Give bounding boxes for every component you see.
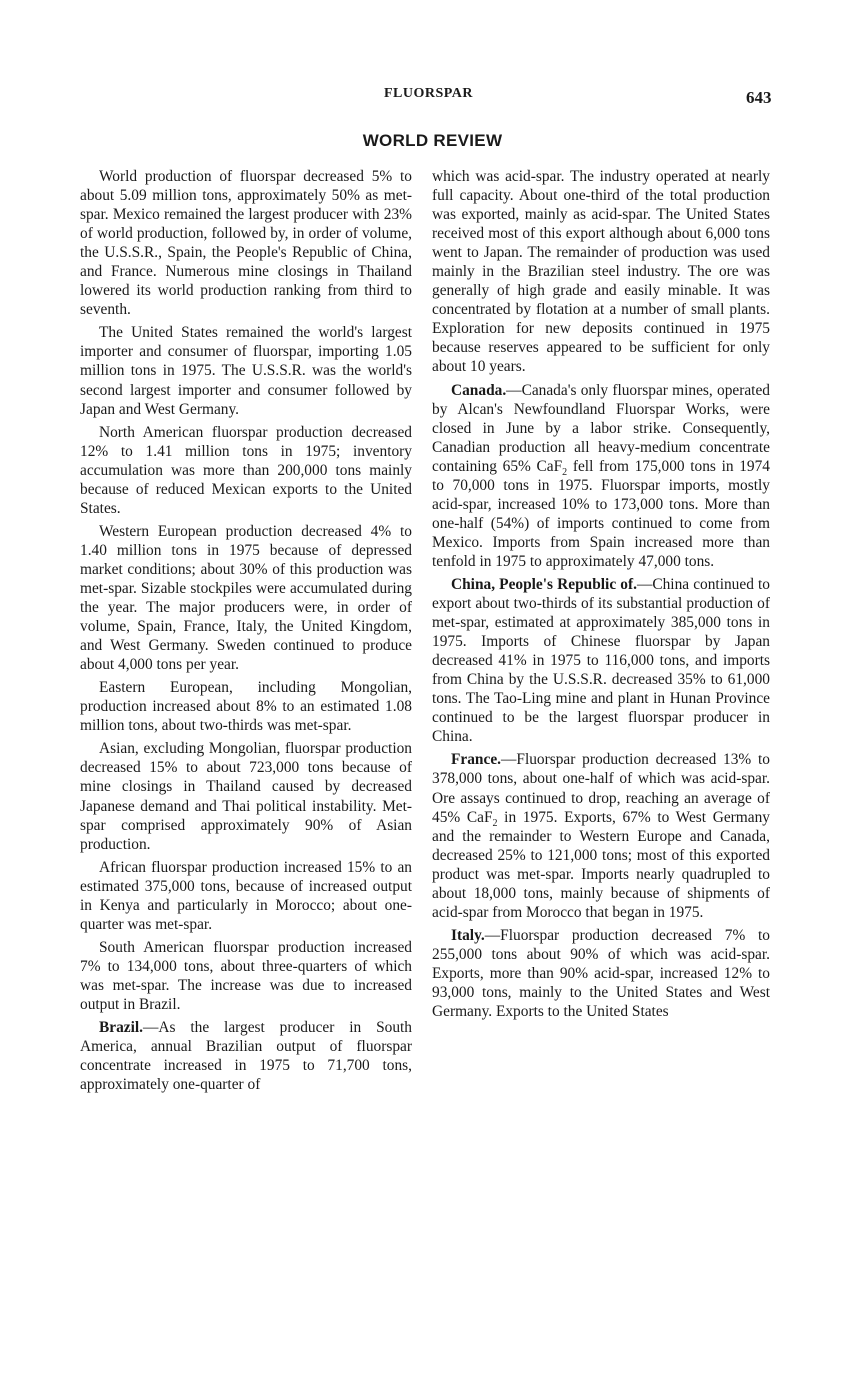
- paragraph-brazil: [80, 1018, 412, 1094]
- paragraph-eastern-europe: Eastern European, including Mongolian, production increased about 8% to an estimated 1.08 million tons, about two-thirds was met-spar.: [80, 679, 412, 735]
- page-number: 643: [746, 88, 772, 107]
- france-subscript: 2: [492, 817, 498, 829]
- france-heading: France.: [451, 751, 501, 769]
- italy-text: —Fluorspar production decreased 7% to 255,000 tons about 90% of which was acid-spar. Exports, more than 90% acid-spar, increased 12% to 93,000 tons, mainly to the United States and West Germany. Exports to the United States: [432, 926, 770, 1021]
- section-title: WORLD REVIEW: [362, 131, 503, 150]
- canada-text-a: —Canada's only fluorspar mines, operated by Alcan's Newfoundland Fluorspar Works, were closed in June by a labor strike. Consequently, Canadian production all heavy-medium concentrate containing 65% CaF: [432, 381, 770, 475]
- china-heading: China, People's Republic of.: [451, 575, 637, 593]
- left-column: [80, 167, 412, 1098]
- paragraph-north-america: North American fluorspar production decreased 12% to 1.41 million tons in 1975; inventory accumulation was more than 200,000 tons mainly because of reduced Mexican exports to the United States.: [80, 423, 412, 517]
- china-text: —China continued to export about two-thirds of its substantial production of met-spar, estimated at approximately 385,000 tons in 1975. Imports of Chinese fluorspar by Japan decreased 41% in 1975 to 116,000 tons, and imports from China by the U.S.S.R. decreased 35% to 61,000 tons. The Tao-Ling mine and plant in Hunan Province continued to be the largest fluorspar producer in China.: [432, 575, 770, 746]
- paragraph-western-europe: Western European production decreased 4% to 1.40 million tons in 1975 because of depressed market conditions; about 30% of this production was met-spar. Sizable stockpiles were accumulated during the year. The major producers were, in order of volume, Spain, France, Italy, the United Kingdom, and West Germany. Sweden continued to produce about 4,000 tons per year.: [80, 522, 412, 674]
- canada-subscript: 2: [562, 466, 568, 478]
- paragraph-asia: Asian, excluding Mongolian, fluorspar production decreased 15% to about 723,000 tons because of mine closings in Thailand caused by decreased Japanese demand and Thai political instability. Met-spar comprised approximately 90% of Asian production.: [80, 740, 412, 853]
- brazil-heading: Brazil.: [99, 1019, 144, 1037]
- canada-text-b: fell from 175,000 tons in 1974 to 70,000 tons in 1975. Fluorspar imports, mostly acid-spar, increased 10% to 173,000 tons. More than one-half (54%) of imports continued to come from Mexico. Imports from Spain increased more than tenfold in 1975 to approximately 47,000 tons.: [432, 457, 770, 570]
- italy-heading: Italy.: [451, 926, 485, 944]
- canada-heading: Canada.: [451, 381, 507, 399]
- paragraph-world-production: World production of fluorspar decreased 5% to about 5.09 million tons, approximately 50% as met-spar. Mexico remained the largest producer with 23% of world production, followed by, in order of volume, the U.S.S.R., Spain, the People's Republic of China, and France. Numerous mine closings in Thailand lowered its world production ranking from third to seventh.: [80, 168, 412, 319]
- paragraph-france: [432, 750, 770, 921]
- brazil-text: —As the largest producer in South America, annual Brazilian output of fluorspar concentrate increased in 1975 to 71,700 tons, approximately one-quarter of: [80, 1019, 412, 1094]
- paragraph-brazil-continued: which was acid-spar. The industry operated at nearly full capacity. About one-third of the total production was exported, mainly as acid-spar. The United States received most of this export although about 6,000 tons went to Japan. The remainder of production was used mainly in the Brazilian steel industry. The ore was generally of high grade and easily minable. It was concentrated by flotation at a number of small plants. Exploration for new deposits continued in 1975 because reserves appeared to be sufficient for only about 10 years.: [432, 168, 770, 376]
- paragraph-canada: [432, 381, 770, 571]
- running-head: [0, 86, 865, 110]
- paragraph-africa: African fluorspar production increased 15% to an estimated 375,000 tons, because of increased output in Kenya and particularly in Morocco; about one-quarter was met-spar.: [80, 858, 412, 933]
- paragraph-italy: [432, 926, 770, 1021]
- paragraph-china: [432, 575, 770, 746]
- running-title: FLUORSPAR: [384, 86, 474, 101]
- right-column: [432, 167, 770, 1025]
- france-text-b: in 1975. Exports, 67% to West Germany and the remainder to Western Europe and Canada, decreased 25% to 121,000 tons; most of this exported product was met-spar. Imports nearly quadrupled to about 18,000 tons, mainly because of shipments of acid-spar from Morocco that began in 1975.: [432, 808, 770, 921]
- france-text-a: —Fluorspar production decreased 13% to 378,000 tons, about one-half of which was acid-spar. Ore assays continued to drop, reaching an average of 45% CaF: [432, 751, 770, 826]
- paragraph-south-america: South American fluorspar production increased 7% to 134,000 tons, about three-quarters of which was met-spar. The increase was due to increased output in Brazil.: [80, 938, 412, 1013]
- paragraph-united-states: The United States remained the world's largest importer and consumer of fluorspar, importing 1.05 million tons in 1975. The U.S.S.R. was the world's second largest importer and consumer followed by Japan and West Germany.: [80, 324, 412, 418]
